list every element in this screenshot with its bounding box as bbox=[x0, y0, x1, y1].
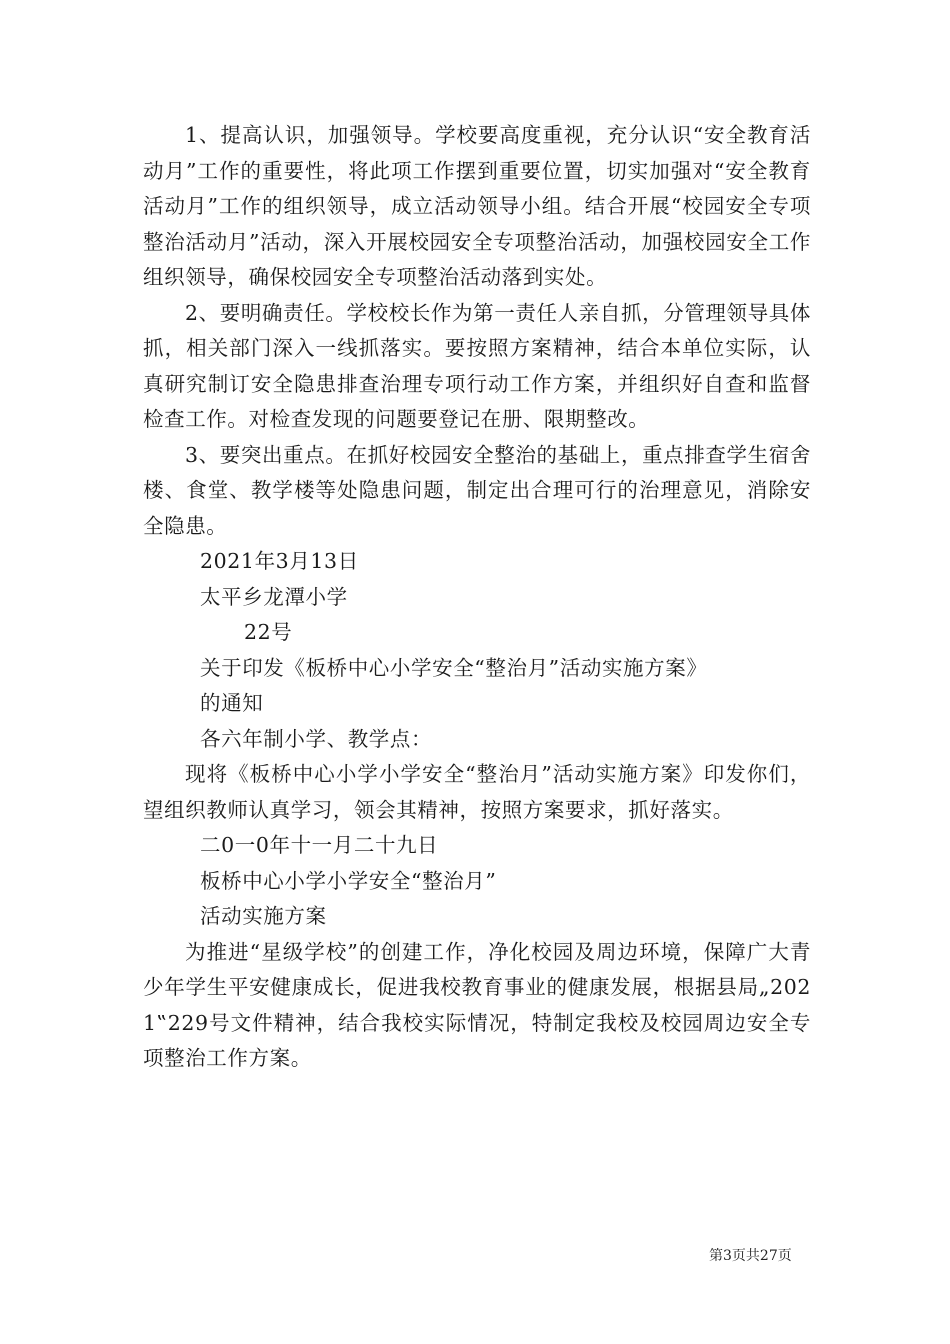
paragraph-responsibility: 2、要明确责任。学校校长作为第一责任人亲自抓，分管理领导具体抓，相关部门深入一线抓落实。要按照方案精神，结合本单位实际，认真研究制订安全隐患排查治理专项行动工作方案，并组织好自查和监督检查工作。对检查发现的问题要登记在册、限期整改。 bbox=[143, 300, 811, 431]
paragraph-leadership: 1、提高认识，加强领导。学校要高度重视，充分认识“安全教育活动月”工作的重要性，将此项工作摆到重要位置，切实加强对“安全教育活动月”工作的组织领导，成立活动领导小组。结合开展“校园安全专项整治活动月”活动，深入开展校园安全专项整治活动，加强校园安全工作组织领导，确保校园安全专项整治活动落到实处。 bbox=[143, 123, 811, 289]
notice-date: 二0一0年十一月二十九日 bbox=[200, 833, 439, 857]
plan-title-line1: 板桥中心小学小学安全“整治月” bbox=[200, 868, 497, 893]
school-name: 太平乡龙潭小学 bbox=[200, 584, 348, 609]
document-number: 22号 bbox=[244, 620, 293, 644]
notice-title-line1: 关于印发《板桥中心小学安全“整治月”活动实施方案》 bbox=[200, 655, 708, 680]
notice-recipients: 各六年制小学、教学点： bbox=[200, 726, 433, 751]
paragraph-focus: 3、要突出重点。在抓好校园安全整治的基础上，重点排查学生宿舍楼、食堂、教学楼等处隐患问题，制定出合理可行的治理意见，消除安全隐患。 bbox=[143, 442, 811, 538]
notice-body: 现将《板桥中心小学小学安全“整治月”活动实施方案》印发你们，望组织教师认真学习，领会其精神，按照方案要求，抓好落实。 bbox=[143, 762, 811, 822]
plan-intro: 为推进“星级学校”的创建工作，净化校园及周边环境，保障广大青少年学生平安健康成长，促进我校教育事业的健康发展，根据县局„2021‟229号文件精神，结合我校实际情况，特制定我校及校园周边安全专项整治工作方案。 bbox=[143, 939, 811, 1070]
notice-title-line2: 的通知 bbox=[200, 691, 264, 715]
date-line: 2021年3月13日 bbox=[200, 549, 359, 573]
document-body bbox=[143, 118, 811, 1077]
plan-title-line2: 活动实施方案 bbox=[200, 904, 327, 928]
page-number: 第3页共27页 bbox=[709, 1248, 792, 1264]
